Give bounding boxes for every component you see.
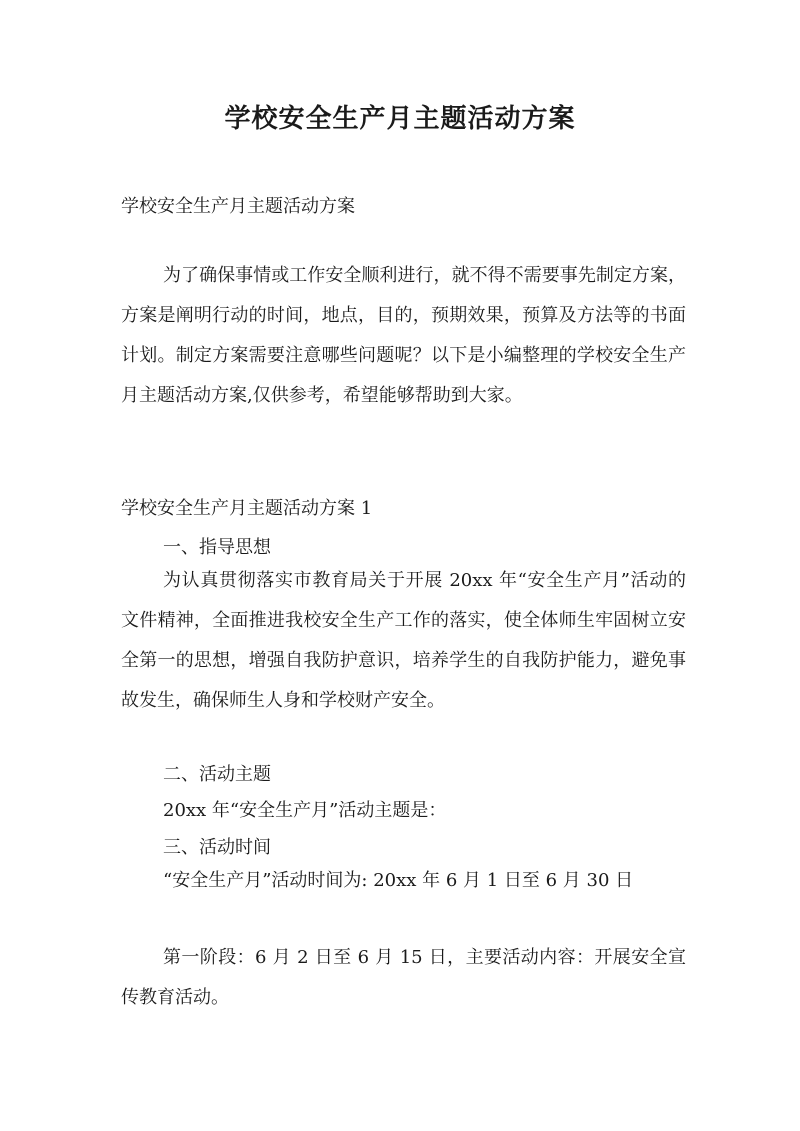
paragraph-phase-one: 第一阶段：6 月 2 日至 6 月 15 日，主要活动内容：开展安全宣传教育活动。 xyxy=(121,947,686,1008)
heading-activity-time: 三、活动时间 xyxy=(163,837,271,858)
document-title: 学校安全生产月主题活动方案 xyxy=(224,104,576,134)
document-subtitle: 学校安全生产月主题活动方案 xyxy=(121,196,355,217)
heading-activity-theme: 二、活动主题 xyxy=(163,764,271,785)
heading-guiding-ideology: 一、指导思想 xyxy=(163,537,271,558)
intro-paragraph: 为了确保事情或工作安全顺利进行，就不得不需要事先制定方案，方案是阐明行动的时间，地点，目的，预期效果，预算及方法等的书面计划。制定方案需要注意哪些问题呢？以下是小编整理的学校安全生产月主题活动方案,仅供参考，希望能够帮助到大家。 xyxy=(121,265,686,406)
paragraph-guiding-ideology: 为认真贯彻落实市教育局关于开展 20xx 年“安全生产月”活动的文件精神，全面推进我校安全生产工作的落实，使全体师生牢固树立安全第一的思想，增强自我防护意识，培养学生的自我防护能力，避免事故发生，确保师生人身和学校财产安全。 xyxy=(121,570,686,711)
section-title: 学校安全生产月主题活动方案 1 xyxy=(121,498,373,519)
paragraph-activity-theme: 20xx 年“安全生产月”活动主题是： xyxy=(163,800,447,821)
paragraph-activity-time: “安全生产月”活动时间为: 20xx 年 6 月 1 日至 6 月 30 日 xyxy=(163,870,634,891)
